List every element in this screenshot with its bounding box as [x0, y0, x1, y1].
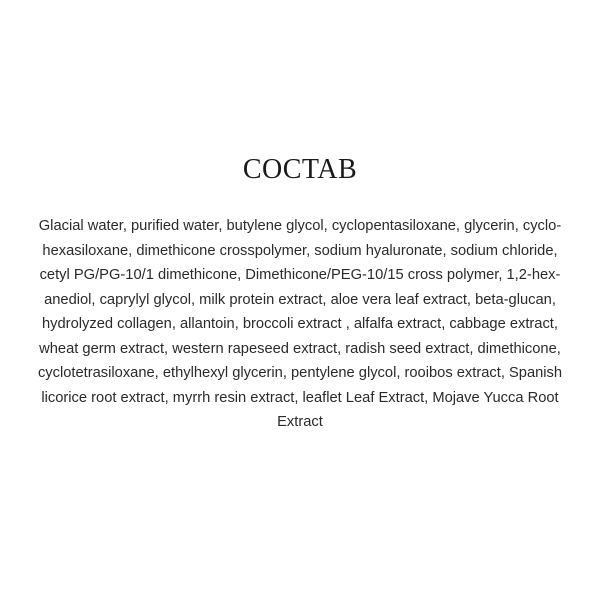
ingredients-line: anediol, caprylyl glycol, milk protein extract, aloe vera leaf extract, beta-glucan, — [44, 291, 556, 308]
ingredients-text — [24, 214, 576, 435]
ingredients-line: wheat germ extract, western rapeseed extract, radish seed extract, dimethicone, — [39, 340, 561, 357]
ingredients-line: hexasiloxane, dimethicone crosspolymer, sodium hyaluronate, sodium chloride, — [42, 242, 558, 259]
ingredients-line: Glacial water, purified water, butylene glycol, cyclopentasiloxane, glycerin, cyclo- — [38, 218, 562, 234]
ingredients-line: cyclotetrasiloxane, ethylhexyl glycerin, pentylene glycol, rooibos extract, Spanish — [37, 365, 563, 381]
ingredients-line: Extract — [277, 414, 323, 430]
section-title: COCTAB — [242, 153, 358, 185]
ingredients-line: cetyl PG/PG-10/1 dimethicone, Dimethicone/PEG-10/15 cross polymer, 1,2-hex- — [39, 267, 561, 283]
ingredients-line: licorice root extract, myrrh resin extract, leaflet Leaf Extract, Mojave Yucca Root — [41, 389, 559, 406]
ingredients-line: hydrolyzed collagen, allantoin, broccoli extract , alfalfa extract, cabbage extract, — [42, 316, 558, 332]
